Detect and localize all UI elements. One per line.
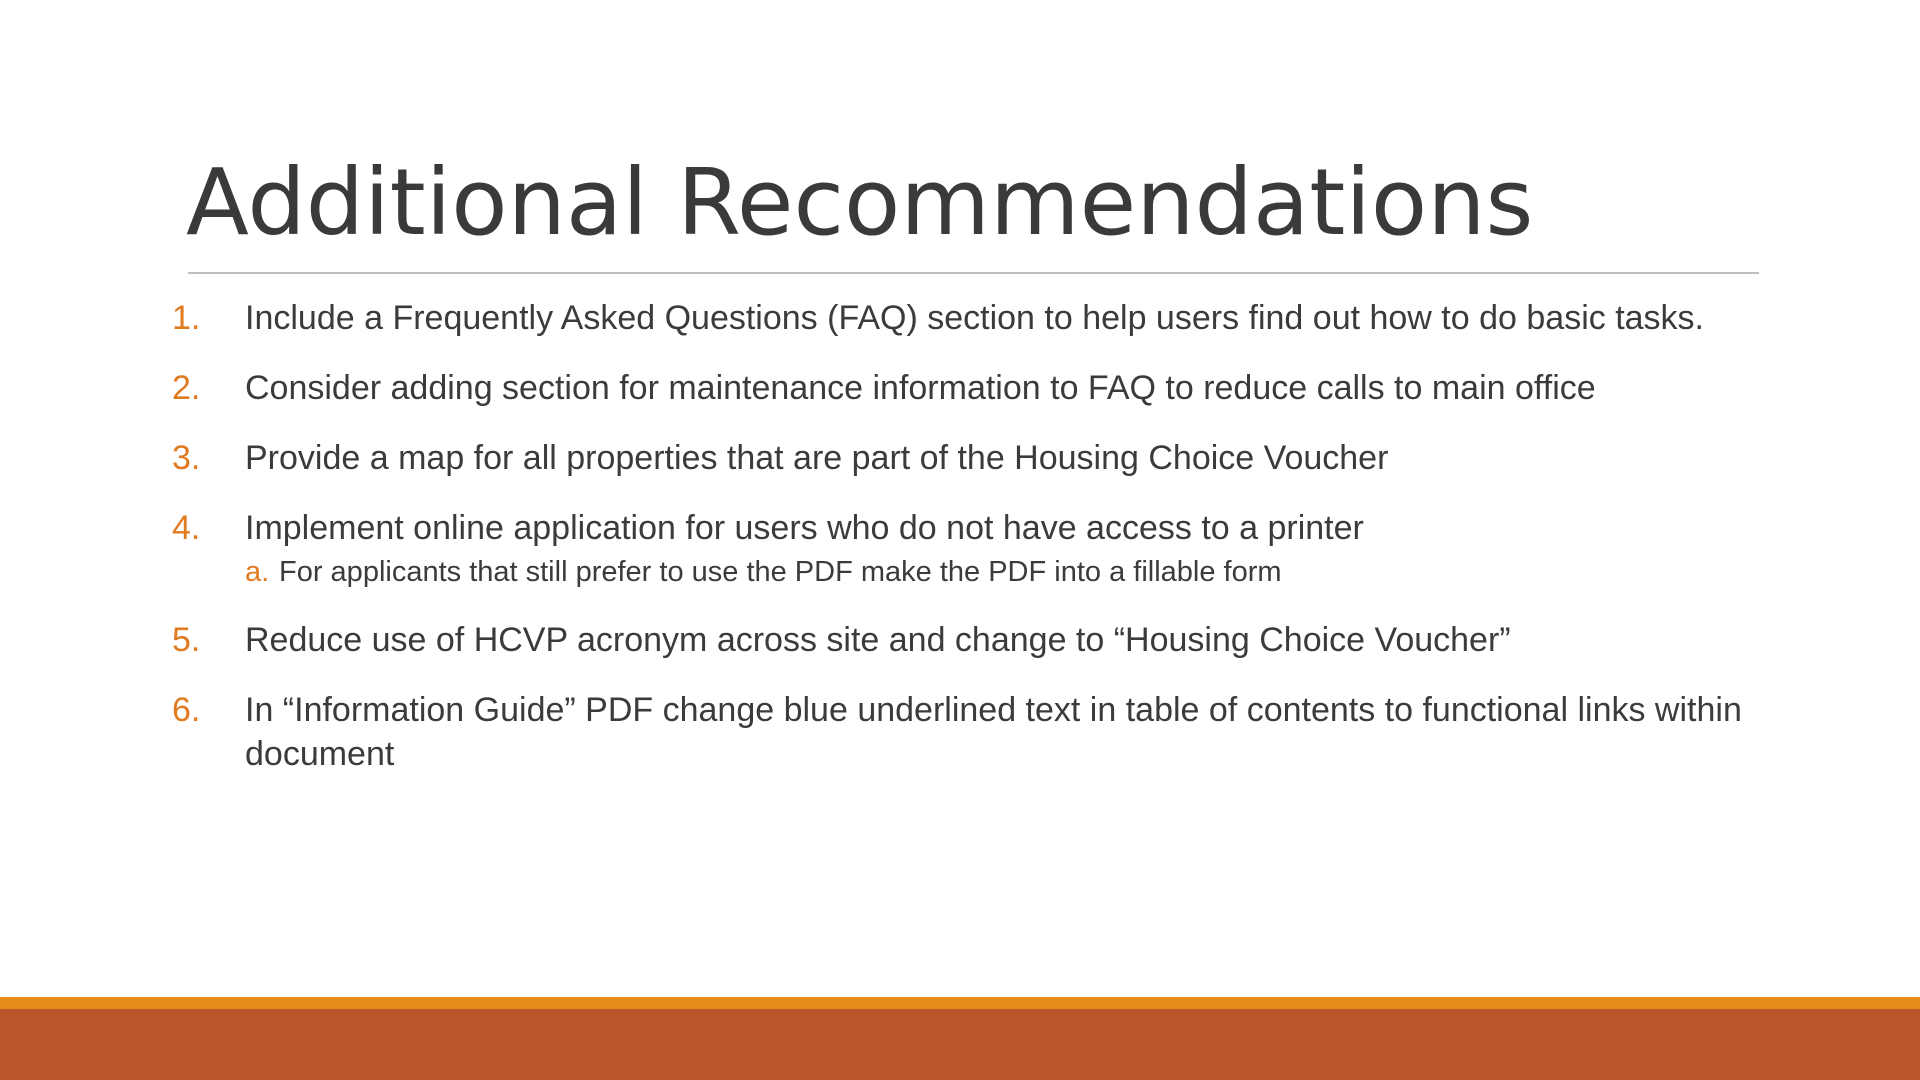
title-divider [188,272,1759,274]
list-item-number: 2. [172,369,201,407]
list-item [172,366,1762,410]
list-item-text: Reduce use of HCVP acronym across site and change to “Housing Choice Voucher” [245,621,1511,659]
list-item-text: Implement online application for users who do not have access to a printer [245,509,1364,547]
list-item-text: Include a Frequently Asked Questions (FAQ) section to help users find out how to do basic tasks. [245,299,1704,337]
footer-accent-stripe [0,997,1920,1009]
sub-list-item-letter: a. [245,556,270,588]
list-item [172,506,1762,592]
sub-list-item-text: For applicants that still prefer to use the PDF make the PDF into a fillable form [279,556,1282,588]
list-item-text: Consider adding section for maintenance information to FAQ to reduce calls to main office [245,369,1596,407]
list-item [172,296,1762,340]
list-item-number: 6. [172,691,201,729]
list-item [172,618,1762,662]
list-item [172,688,1762,776]
list-item-number: 3. [172,439,201,477]
list-item-number: 5. [172,621,201,659]
list-item-text: In “Information Guide” PDF change blue underlined text in table of contents to functional links within document [245,691,1742,773]
list-item-number: 1. [172,299,201,337]
recommendation-list [172,296,1762,802]
list-item [172,436,1762,480]
list-item-text: Provide a map for all properties that are part of the Housing Choice Voucher [245,439,1389,477]
list-item-number: 4. [172,509,201,547]
footer-band [0,1009,1920,1080]
sub-list-item [245,552,1762,592]
slide-title: Additional Recommendations [186,149,1534,256]
